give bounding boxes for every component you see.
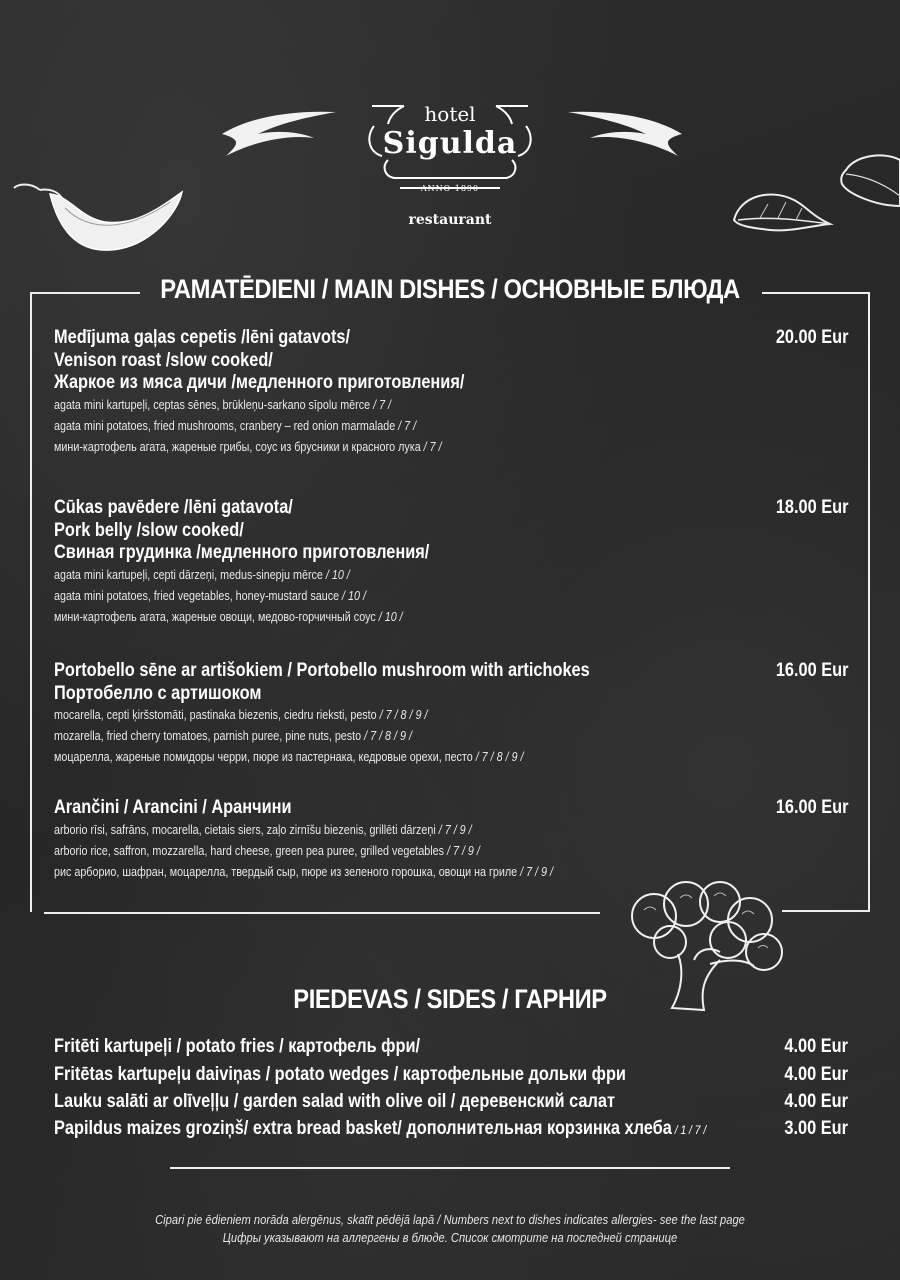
- dish-ingredients: [54, 607, 742, 628]
- allergen-codes: / 10 /: [375, 609, 403, 624]
- allergen-codes: / 7 / 8 / 9 /: [376, 708, 428, 722]
- ingredient-text: arborio rīsi, safrāns, mocarella, cietais siers, zaļo zirnīšu biezenis, grillēti dārzeņi: [54, 822, 436, 837]
- logo-restaurant-text: restaurant: [408, 212, 492, 228]
- dish-ingredients: [54, 416, 742, 437]
- logo-hotel-text: hotel: [424, 102, 476, 126]
- allergen-codes: / 7 / 9 /: [444, 843, 480, 858]
- side-item: [54, 1064, 854, 1092]
- allergen-codes: / 7 /: [420, 439, 442, 454]
- allergen-codes: / 7 /: [395, 418, 417, 433]
- frame-bottom-right-line: [782, 910, 870, 912]
- footer-note-line1: Cipari pie ēdieniem norāda alergēnus, skatīt pēdējā lapā / Numbers next to dishes indicates allergies- see the last page: [155, 1212, 745, 1227]
- dish-name: Cūkas pavēdere /lēni gatavota/: [54, 497, 293, 518]
- ingredient-text: мини-картофель агата, жареные грибы, соус из брусники и красного лука: [54, 439, 421, 454]
- dish-price: 16.00 Eur: [775, 660, 848, 681]
- ingredient-text: agata mini kartupeļi, ceptas sēnes, brūkleņu-sarkano sīpolu mērce: [54, 397, 371, 412]
- logo-brand-text: Sigulda: [382, 126, 518, 161]
- dish-name: Pork belly /slow cooked/: [54, 519, 244, 541]
- allergen-codes: / 7 / 8 / 9 /: [472, 750, 524, 764]
- ingredient-text: arborio rice, saffron, mozzarella, hard cheese, green pea puree, grilled vegetables: [54, 843, 445, 858]
- frame-left-line: [30, 292, 32, 912]
- side-item: [54, 1036, 854, 1064]
- side-name-text: Fritēti kartupeļi / potato fries / картофель фри/: [54, 1036, 421, 1057]
- ingredient-text: моцарелла, жареные помидоры черри, пюре из пастернака, кедровые орехи, песто: [54, 750, 473, 764]
- swirl-icon: [218, 104, 342, 160]
- side-name: [54, 1036, 420, 1058]
- dish-name: Свиная грудинка /медленного приготовления/: [54, 542, 430, 563]
- allergen-codes: / 10 /: [322, 567, 350, 582]
- dish-portobello: [54, 660, 854, 768]
- side-name: [54, 1118, 706, 1140]
- dish-name: Venison roast /slow cooked/: [54, 349, 273, 371]
- ingredient-text: agata mini potatoes, fried vegetables, honey-mustard sauce: [54, 588, 340, 603]
- sides-title: PIEDEVAS / SIDES / ГАРНИР: [293, 984, 607, 1014]
- ingredient-text: mocarella, cepti ķiršstomāti, pastinaka biezenis, ciedru rieksti, pesto: [54, 708, 377, 722]
- side-item: [54, 1118, 854, 1146]
- side-name: [54, 1091, 615, 1113]
- main-dishes-title: PAMATĒDIENI / MAIN DISHES / ОСНОВНЫЕ БЛЮДА: [160, 274, 740, 304]
- swirl-icon: [562, 104, 686, 160]
- pepper-icon: [10, 178, 190, 258]
- side-price: 4.00 Eur: [784, 1036, 848, 1057]
- dish-name: Arančini / Arancini / Аранчини: [54, 797, 292, 818]
- sides-divider: [170, 1167, 730, 1169]
- dish-pork-belly: [54, 497, 854, 628]
- dish-ingredients: [54, 395, 742, 416]
- dish-name: Жаркое из мяса дичи /медленного приготовления/: [54, 372, 465, 393]
- allergen-codes: / 10 /: [339, 588, 366, 603]
- ingredient-text: agata mini kartupeļi, cepti dārzeņi, medus-sinepju mērce: [54, 567, 323, 582]
- basil-icon: [836, 150, 900, 210]
- dish-ingredients: [54, 841, 742, 862]
- dish-price: 20.00 Eur: [775, 327, 848, 348]
- dish-ingredients: [54, 820, 742, 841]
- ingredient-text: рис арборио, шафран, моцарелла, твердый сыр, пюре из зеленого горошка, овощи на гриле: [54, 864, 518, 879]
- dish-name: Портобелло с артишоком: [54, 682, 262, 704]
- dish-ingredients: [54, 747, 742, 768]
- dish-ingredients: [54, 705, 742, 726]
- allergen-codes: / 7 / 9 /: [435, 822, 472, 837]
- frame-right-line: [868, 292, 870, 910]
- frame-bottom-line: [44, 912, 600, 914]
- allergen-codes: / 1 / 7 /: [671, 1123, 707, 1137]
- leaf-icon: [730, 186, 834, 236]
- side-name: [54, 1064, 626, 1086]
- dish-ingredients: [54, 726, 742, 747]
- dish-ingredients: [54, 437, 742, 458]
- ingredient-text: mozarella, fried cherry tomatoes, parnish puree, pine nuts, pesto: [54, 729, 362, 743]
- frame-top-left-line: [30, 292, 140, 294]
- dish-ingredients: [54, 565, 742, 586]
- allergen-codes: / 7 /: [370, 397, 392, 412]
- logo-anno-text: ANNO 1890: [420, 184, 480, 193]
- hotel-logo: [360, 96, 540, 236]
- side-price: 4.00 Eur: [784, 1064, 848, 1085]
- ingredient-text: мини-картофель агата, жареные овощи, медово-горчичный соус: [54, 609, 376, 624]
- side-item: [54, 1091, 854, 1119]
- dish-arancini: [54, 797, 854, 883]
- allergen-codes: / 7 / 8 / 9 /: [361, 729, 412, 743]
- dish-name: Portobello sēne ar artišokiem / Portobello mushroom with artichokes: [54, 660, 590, 681]
- dish-name: Medījuma gaļas cepetis /lēni gatavots/: [54, 327, 351, 348]
- dish-price: 16.00 Eur: [775, 797, 848, 818]
- footer-note-line2: Цифры указывают на аллергены в блюде. Список смотрите на последней странице: [222, 1230, 678, 1245]
- side-price: 4.00 Eur: [784, 1091, 848, 1112]
- side-price: 3.00 Eur: [784, 1118, 848, 1139]
- dish-price: 18.00 Eur: [775, 497, 848, 518]
- dish-ingredients: [54, 862, 742, 883]
- dish-venison: [54, 327, 854, 458]
- frame-top-right-line: [762, 292, 870, 294]
- side-name-text: Lauku salāti ar olīveļļu / garden salad with olive oil / деревенский салат: [54, 1091, 615, 1112]
- dish-ingredients: [54, 586, 742, 607]
- side-name-text: Papildus maizes groziņš/ extra bread basket/ дополнительная корзинка хлеба: [54, 1118, 672, 1139]
- allergen-codes: / 7 / 9 /: [517, 864, 553, 879]
- side-name-text: Fritētas kartupeļu daiviņas / potato wedges / картофельные дольки фри: [54, 1064, 626, 1085]
- ingredient-text: agata mini potatoes, fried mushrooms, cranbery – red onion marmalade: [54, 418, 396, 433]
